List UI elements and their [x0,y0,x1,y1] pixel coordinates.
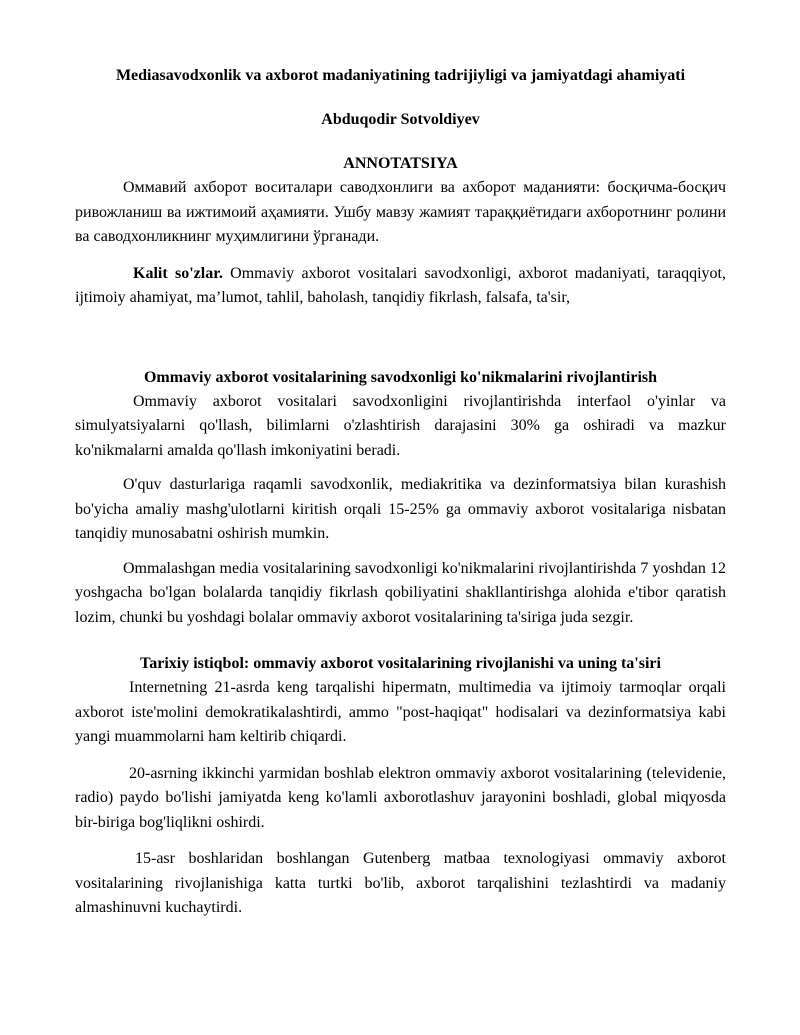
document-page [75,64,726,921]
annotation-heading: ANNOTATSIYA [343,155,458,172]
document-title: Mediasavodxonlik va axborot madaniyatining tadrijiyligi va jamiyatdagi ahamiyati [115,67,686,84]
paragraph: 15-asr boshlaridan boshlangan Gutenberg matbaa texnologiyasi ommaviy axborot vositalarining rivojlanishiga katta turtki bo'lib, axborot tarqalishini tezlashtirdi va madaniy almashinuvni kuchaytirdi. [75,850,726,916]
author-name: Abduqodir Sotvoldiyev [321,111,480,128]
keywords-text: Ommaviy axborot vositalari savodxonligi, axborot madaniyati, taraqqiyot, ijtimoiy ahamiyat, ma’lumot, tahlil, baholash, tanqidiy fikrlash, falsafa, ta'sir, [75,264,726,306]
keywords-label: Kalit so'zlar. [133,264,223,282]
paragraph: 20-asrning ikkinchi yarmidan boshlab elektron ommaviy axborot vositalarining (televidenie, radio) paydo bo'lishi jamiyatda keng ko'lamli axborotlashuv jarayonini boshladi, global miqyosda bir-biriga bog'liqlikni oshirdi. [75,764,726,831]
keywords-paragraph [75,262,726,311]
section-heading-skills: Ommaviy axborot vositalarining savodxonligi ko'nikmalarini rivojlantirish [143,368,658,386]
paragraph: O'quv dasturlariga raqamli savodxonlik, mediakritika va dezinformatsiya bilan kurashish bo'yicha amaliy mashg'ulotlarni kiritish orqali 15-25% ga ommaviy axborot vositalariga nisbatan tanqidiy munosabatni oshirish mumkin. [75,476,726,542]
paragraph: Internetning 21-asrda keng tarqalishi hipermatn, multimedia va ijtimoiy tarmoqlar orqali axborot iste'molini demokratikalashtirdi, ammo "post-haqiqat" hodisalari va dezinformatsiya kabi yangi muammolarni ham keltirib chiqardi. [75,679,726,745]
section-heading-history: Tarixiy istiqbol: ommaviy axborot vositalarining rivojlanishi va uning ta'siri [140,655,661,672]
annotation-paragraph: Оммавий ахборот воситалари саводхонлиги ва ахборот маданияти: босқичма-босқич ривожланиш ва ижтимоий аҳамияти. Ушбу мавзу жамият тараққиётидаги ахборотнинг ролини ва саводхонликнинг муҳимлигини ўрганади. [75,179,726,245]
paragraph: Ommalashgan media vositalarining savodxonligi ko'nikmalarini rivojlantirishda 7 yoshdan 12 yoshgacha bo'lgan bolalarda tanqidiy fikrlash qobiliyatini shakllantirishga alohida e'tibor qaratish lozim, chunki bu yoshdagi bolalar ommaviy axborot vositalarining ta'siriga juda sezgir. [75,559,726,626]
paragraph: Ommaviy axborot vositalari savodxonligini rivojlantirishda interfaol o'yinlar va simulyatsiyalarni qo'llash, bilimlarni o'zlashtirish darajasini 30% ga oshiradi va mazkur ko'nikmalarni amalda qo'llash imkoniyatini beradi. [75,392,726,459]
